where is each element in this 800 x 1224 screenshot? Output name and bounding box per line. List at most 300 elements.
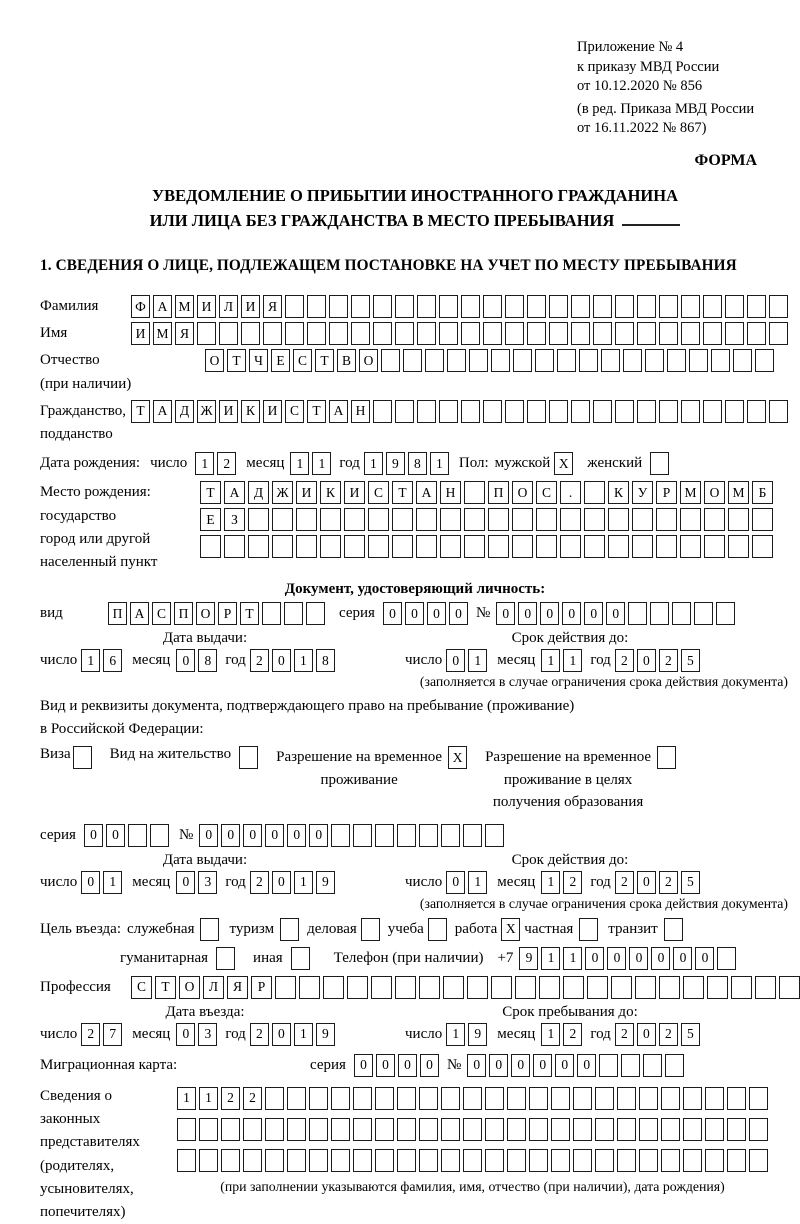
form-cell[interactable]: [549, 295, 568, 318]
form-cell[interactable]: [608, 508, 629, 531]
form-cell[interactable]: В: [337, 349, 356, 372]
form-cell[interactable]: [507, 1149, 526, 1172]
form-cell[interactable]: [280, 918, 299, 941]
form-cell[interactable]: [419, 976, 440, 999]
form-cell[interactable]: [601, 349, 620, 372]
form-cell[interactable]: [563, 976, 584, 999]
form-cell[interactable]: [224, 535, 245, 558]
form-cell[interactable]: [395, 400, 414, 423]
form-cell[interactable]: И: [241, 295, 260, 318]
form-cell[interactable]: 6: [103, 649, 122, 672]
form-cell[interactable]: [527, 322, 546, 345]
form-cell[interactable]: [747, 400, 766, 423]
form-cell[interactable]: [752, 508, 773, 531]
form-cell[interactable]: 0: [449, 602, 468, 625]
form-cell[interactable]: 5: [681, 871, 700, 894]
form-cell[interactable]: [485, 824, 504, 847]
form-cell[interactable]: [287, 1118, 306, 1141]
form-cell[interactable]: X: [554, 452, 573, 475]
form-cell[interactable]: [628, 602, 647, 625]
form-cell[interactable]: [419, 1087, 438, 1110]
form-cell[interactable]: [485, 1087, 504, 1110]
form-cell[interactable]: [661, 1087, 680, 1110]
form-cell[interactable]: [483, 295, 502, 318]
form-cell[interactable]: [381, 349, 400, 372]
form-cell[interactable]: [329, 322, 348, 345]
form-cell[interactable]: [200, 535, 221, 558]
form-cell[interactable]: [284, 602, 303, 625]
form-cell[interactable]: [595, 1149, 614, 1172]
form-cell[interactable]: 0: [496, 602, 515, 625]
form-cell[interactable]: [707, 976, 728, 999]
form-cell[interactable]: 0: [176, 1023, 195, 1046]
form-cell[interactable]: [512, 535, 533, 558]
form-cell[interactable]: 0: [272, 649, 291, 672]
form-cell[interactable]: 0: [555, 1054, 574, 1077]
form-cell[interactable]: 0: [585, 947, 604, 970]
form-cell[interactable]: [595, 1118, 614, 1141]
form-cell[interactable]: 0: [176, 871, 195, 894]
form-cell[interactable]: [485, 1118, 504, 1141]
form-cell[interactable]: [419, 1118, 438, 1141]
form-cell[interactable]: [464, 535, 485, 558]
form-cell[interactable]: 1: [541, 649, 560, 672]
form-cell[interactable]: [639, 1087, 658, 1110]
form-cell[interactable]: [248, 508, 269, 531]
form-cell[interactable]: [536, 535, 557, 558]
form-cell[interactable]: [681, 400, 700, 423]
form-cell[interactable]: 2: [250, 1023, 269, 1046]
form-cell[interactable]: [329, 295, 348, 318]
form-cell[interactable]: 0: [427, 602, 446, 625]
form-cell[interactable]: [395, 976, 416, 999]
form-cell[interactable]: О: [196, 602, 215, 625]
form-cell[interactable]: 2: [563, 1023, 582, 1046]
form-cell[interactable]: [656, 508, 677, 531]
form-cell[interactable]: [416, 535, 437, 558]
form-cell[interactable]: [351, 322, 370, 345]
form-cell[interactable]: [353, 1118, 372, 1141]
form-cell[interactable]: [375, 1118, 394, 1141]
form-cell[interactable]: 1: [446, 1023, 465, 1046]
form-cell[interactable]: О: [512, 481, 533, 504]
form-cell[interactable]: [659, 400, 678, 423]
form-cell[interactable]: 0: [629, 947, 648, 970]
form-cell[interactable]: [560, 508, 581, 531]
form-cell[interactable]: [755, 349, 774, 372]
form-cell[interactable]: [529, 1118, 548, 1141]
form-cell[interactable]: 0: [518, 602, 537, 625]
form-cell[interactable]: 2: [217, 452, 236, 475]
form-cell[interactable]: [331, 1149, 350, 1172]
form-cell[interactable]: Д: [248, 481, 269, 504]
form-cell[interactable]: [584, 508, 605, 531]
form-cell[interactable]: [307, 322, 326, 345]
form-cell[interactable]: [551, 1118, 570, 1141]
form-cell[interactable]: [579, 349, 598, 372]
form-cell[interactable]: А: [224, 481, 245, 504]
form-cell[interactable]: [221, 1118, 240, 1141]
form-cell[interactable]: 9: [386, 452, 405, 475]
form-cell[interactable]: Т: [200, 481, 221, 504]
form-cell[interactable]: [463, 1087, 482, 1110]
form-cell[interactable]: 0: [398, 1054, 417, 1077]
form-cell[interactable]: [505, 322, 524, 345]
form-cell[interactable]: [549, 322, 568, 345]
form-cell[interactable]: [731, 976, 752, 999]
form-cell[interactable]: А: [416, 481, 437, 504]
form-cell[interactable]: [248, 535, 269, 558]
form-cell[interactable]: [272, 508, 293, 531]
form-cell[interactable]: Я: [263, 295, 282, 318]
form-cell[interactable]: [291, 947, 310, 970]
form-cell[interactable]: [639, 1118, 658, 1141]
form-cell[interactable]: [344, 508, 365, 531]
form-cell[interactable]: [488, 508, 509, 531]
form-cell[interactable]: [571, 295, 590, 318]
form-cell[interactable]: 1: [468, 649, 487, 672]
form-cell[interactable]: 0: [176, 649, 195, 672]
form-cell[interactable]: [331, 824, 350, 847]
form-cell[interactable]: 0: [272, 1023, 291, 1046]
form-cell[interactable]: [373, 322, 392, 345]
form-cell[interactable]: 0: [383, 602, 402, 625]
form-cell[interactable]: И: [131, 322, 150, 345]
form-cell[interactable]: [320, 508, 341, 531]
form-cell[interactable]: [645, 349, 664, 372]
form-cell[interactable]: [571, 400, 590, 423]
form-cell[interactable]: [529, 1149, 548, 1172]
form-cell[interactable]: [705, 1087, 724, 1110]
form-cell[interactable]: [199, 1149, 218, 1172]
form-cell[interactable]: У: [632, 481, 653, 504]
form-cell[interactable]: [439, 400, 458, 423]
form-cell[interactable]: [599, 1054, 618, 1077]
form-cell[interactable]: Т: [392, 481, 413, 504]
form-cell[interactable]: 1: [290, 452, 309, 475]
form-cell[interactable]: [331, 1087, 350, 1110]
form-cell[interactable]: [199, 1118, 218, 1141]
form-cell[interactable]: [747, 295, 766, 318]
form-cell[interactable]: [463, 1118, 482, 1141]
form-cell[interactable]: [441, 1118, 460, 1141]
form-cell[interactable]: [755, 976, 776, 999]
form-cell[interactable]: 0: [562, 602, 581, 625]
form-cell[interactable]: [727, 1149, 746, 1172]
form-cell[interactable]: 0: [673, 947, 692, 970]
form-cell[interactable]: [513, 349, 532, 372]
form-cell[interactable]: 1: [294, 871, 313, 894]
form-cell[interactable]: [417, 400, 436, 423]
form-cell[interactable]: [749, 1087, 768, 1110]
form-cell[interactable]: 0: [540, 602, 559, 625]
form-cell[interactable]: [683, 1118, 702, 1141]
form-cell[interactable]: 0: [467, 1054, 486, 1077]
form-cell[interactable]: [650, 602, 669, 625]
form-cell[interactable]: Н: [440, 481, 461, 504]
form-cell[interactable]: [703, 322, 722, 345]
form-cell[interactable]: [681, 322, 700, 345]
form-cell[interactable]: [373, 295, 392, 318]
form-cell[interactable]: 0: [533, 1054, 552, 1077]
form-cell[interactable]: [373, 400, 392, 423]
form-cell[interactable]: [683, 1149, 702, 1172]
form-cell[interactable]: [469, 349, 488, 372]
form-cell[interactable]: Ч: [249, 349, 268, 372]
form-cell[interactable]: [573, 1087, 592, 1110]
form-cell[interactable]: 0: [81, 871, 100, 894]
form-cell[interactable]: 2: [563, 871, 582, 894]
form-cell[interactable]: С: [131, 976, 152, 999]
form-cell[interactable]: К: [241, 400, 260, 423]
form-cell[interactable]: [661, 1149, 680, 1172]
form-cell[interactable]: [661, 1118, 680, 1141]
form-cell[interactable]: [637, 322, 656, 345]
form-cell[interactable]: 1: [103, 871, 122, 894]
form-cell[interactable]: [416, 508, 437, 531]
form-cell[interactable]: [659, 322, 678, 345]
form-cell[interactable]: [128, 824, 147, 847]
form-cell[interactable]: 1: [468, 871, 487, 894]
form-cell[interactable]: 9: [316, 871, 335, 894]
form-cell[interactable]: 0: [265, 824, 284, 847]
form-cell[interactable]: 2: [615, 649, 634, 672]
form-cell[interactable]: 5: [681, 649, 700, 672]
form-cell[interactable]: [733, 349, 752, 372]
form-cell[interactable]: [419, 824, 438, 847]
form-cell[interactable]: [659, 976, 680, 999]
form-cell[interactable]: 2: [659, 1023, 678, 1046]
form-cell[interactable]: 0: [584, 602, 603, 625]
form-cell[interactable]: [611, 976, 632, 999]
form-cell[interactable]: [306, 602, 325, 625]
form-cell[interactable]: 0: [243, 824, 262, 847]
form-cell[interactable]: [703, 400, 722, 423]
form-cell[interactable]: [275, 976, 296, 999]
form-cell[interactable]: [664, 918, 683, 941]
form-cell[interactable]: [527, 295, 546, 318]
form-cell[interactable]: [347, 976, 368, 999]
form-cell[interactable]: [397, 1118, 416, 1141]
form-cell[interactable]: [287, 1149, 306, 1172]
form-cell[interactable]: 7: [103, 1023, 122, 1046]
form-cell[interactable]: О: [359, 349, 378, 372]
form-cell[interactable]: [417, 295, 436, 318]
form-cell[interactable]: [704, 535, 725, 558]
form-cell[interactable]: [615, 322, 634, 345]
form-cell[interactable]: [344, 535, 365, 558]
form-cell[interactable]: Т: [227, 349, 246, 372]
form-cell[interactable]: 2: [250, 871, 269, 894]
form-cell[interactable]: Т: [307, 400, 326, 423]
form-cell[interactable]: [507, 1087, 526, 1110]
form-cell[interactable]: 5: [681, 1023, 700, 1046]
form-cell[interactable]: [749, 1118, 768, 1141]
form-cell[interactable]: [461, 322, 480, 345]
form-cell[interactable]: Я: [227, 976, 248, 999]
form-cell[interactable]: 0: [376, 1054, 395, 1077]
form-cell[interactable]: [681, 295, 700, 318]
form-cell[interactable]: [536, 508, 557, 531]
form-cell[interactable]: [353, 1149, 372, 1172]
form-cell[interactable]: [512, 508, 533, 531]
form-cell[interactable]: 1: [563, 947, 582, 970]
form-cell[interactable]: 0: [287, 824, 306, 847]
form-cell[interactable]: [461, 295, 480, 318]
form-cell[interactable]: [447, 349, 466, 372]
form-cell[interactable]: [464, 508, 485, 531]
form-cell[interactable]: [309, 1118, 328, 1141]
form-cell[interactable]: А: [153, 295, 172, 318]
form-cell[interactable]: 0: [637, 649, 656, 672]
form-cell[interactable]: [177, 1149, 196, 1172]
form-cell[interactable]: [320, 535, 341, 558]
form-cell[interactable]: [392, 508, 413, 531]
form-cell[interactable]: [221, 1149, 240, 1172]
form-cell[interactable]: 0: [405, 602, 424, 625]
form-cell[interactable]: [287, 1087, 306, 1110]
form-cell[interactable]: М: [728, 481, 749, 504]
form-cell[interactable]: Ф: [131, 295, 150, 318]
form-cell[interactable]: [665, 1054, 684, 1077]
form-cell[interactable]: [392, 535, 413, 558]
form-cell[interactable]: [263, 322, 282, 345]
form-cell[interactable]: X: [501, 918, 520, 941]
form-cell[interactable]: [351, 295, 370, 318]
form-cell[interactable]: [617, 1118, 636, 1141]
form-cell[interactable]: 3: [198, 871, 217, 894]
form-cell[interactable]: [441, 824, 460, 847]
form-cell[interactable]: 1: [563, 649, 582, 672]
form-cell[interactable]: Ж: [197, 400, 216, 423]
form-cell[interactable]: 9: [519, 947, 538, 970]
form-cell[interactable]: [307, 295, 326, 318]
form-cell[interactable]: [615, 295, 634, 318]
form-cell[interactable]: 2: [615, 871, 634, 894]
form-cell[interactable]: 0: [607, 947, 626, 970]
form-cell[interactable]: М: [175, 295, 194, 318]
form-cell[interactable]: [361, 918, 380, 941]
form-cell[interactable]: [560, 535, 581, 558]
form-cell[interactable]: [439, 295, 458, 318]
form-cell[interactable]: [296, 508, 317, 531]
form-cell[interactable]: [73, 746, 92, 769]
form-cell[interactable]: 0: [354, 1054, 373, 1077]
form-cell[interactable]: П: [174, 602, 193, 625]
form-cell[interactable]: [197, 322, 216, 345]
form-cell[interactable]: 0: [272, 871, 291, 894]
form-cell[interactable]: [262, 602, 281, 625]
form-cell[interactable]: С: [152, 602, 171, 625]
form-cell[interactable]: 1: [177, 1087, 196, 1110]
form-cell[interactable]: 0: [637, 871, 656, 894]
form-cell[interactable]: А: [153, 400, 172, 423]
form-cell[interactable]: [747, 322, 766, 345]
form-cell[interactable]: 0: [446, 649, 465, 672]
form-cell[interactable]: [728, 535, 749, 558]
form-cell[interactable]: И: [263, 400, 282, 423]
form-cell[interactable]: Р: [218, 602, 237, 625]
form-cell[interactable]: 0: [606, 602, 625, 625]
form-cell[interactable]: [395, 322, 414, 345]
form-cell[interactable]: [507, 1118, 526, 1141]
form-cell[interactable]: 2: [659, 871, 678, 894]
form-cell[interactable]: 0: [577, 1054, 596, 1077]
form-cell[interactable]: 0: [695, 947, 714, 970]
form-cell[interactable]: [557, 349, 576, 372]
form-cell[interactable]: Ж: [272, 481, 293, 504]
form-cell[interactable]: 0: [511, 1054, 530, 1077]
form-cell[interactable]: [549, 400, 568, 423]
form-cell[interactable]: [485, 1149, 504, 1172]
form-cell[interactable]: [573, 1149, 592, 1172]
form-cell[interactable]: 0: [106, 824, 125, 847]
form-cell[interactable]: И: [296, 481, 317, 504]
form-cell[interactable]: Р: [251, 976, 272, 999]
form-cell[interactable]: К: [608, 481, 629, 504]
form-cell[interactable]: 2: [250, 649, 269, 672]
form-cell[interactable]: [657, 746, 676, 769]
form-cell[interactable]: [694, 602, 713, 625]
form-cell[interactable]: 1: [294, 1023, 313, 1046]
form-cell[interactable]: [689, 349, 708, 372]
form-cell[interactable]: [587, 976, 608, 999]
form-cell[interactable]: 2: [659, 649, 678, 672]
form-cell[interactable]: [491, 349, 510, 372]
form-cell[interactable]: 0: [446, 871, 465, 894]
form-cell[interactable]: [621, 1054, 640, 1077]
form-cell[interactable]: П: [488, 481, 509, 504]
form-cell[interactable]: О: [704, 481, 725, 504]
form-cell[interactable]: [239, 746, 258, 769]
form-cell[interactable]: З: [224, 508, 245, 531]
form-cell[interactable]: И: [219, 400, 238, 423]
form-cell[interactable]: О: [205, 349, 224, 372]
form-cell[interactable]: [705, 1149, 724, 1172]
form-cell[interactable]: К: [320, 481, 341, 504]
form-cell[interactable]: [656, 535, 677, 558]
form-cell[interactable]: [375, 1149, 394, 1172]
form-cell[interactable]: 8: [316, 649, 335, 672]
form-cell[interactable]: [632, 508, 653, 531]
form-cell[interactable]: [571, 322, 590, 345]
form-cell[interactable]: [461, 400, 480, 423]
form-cell[interactable]: 3: [198, 1023, 217, 1046]
form-cell[interactable]: [296, 535, 317, 558]
form-cell[interactable]: [177, 1118, 196, 1141]
form-cell[interactable]: [265, 1118, 284, 1141]
form-cell[interactable]: [216, 947, 235, 970]
form-cell[interactable]: 0: [221, 824, 240, 847]
form-cell[interactable]: [265, 1087, 284, 1110]
form-cell[interactable]: О: [179, 976, 200, 999]
form-cell[interactable]: [659, 295, 678, 318]
form-cell[interactable]: [467, 976, 488, 999]
form-cell[interactable]: 1: [199, 1087, 218, 1110]
form-cell[interactable]: [779, 976, 800, 999]
form-cell[interactable]: [309, 1149, 328, 1172]
form-cell[interactable]: [397, 824, 416, 847]
form-cell[interactable]: [623, 349, 642, 372]
form-cell[interactable]: Л: [203, 976, 224, 999]
form-cell[interactable]: [635, 976, 656, 999]
form-cell[interactable]: [403, 349, 422, 372]
form-cell[interactable]: М: [153, 322, 172, 345]
form-cell[interactable]: [440, 508, 461, 531]
form-cell[interactable]: Б: [752, 481, 773, 504]
form-cell[interactable]: А: [329, 400, 348, 423]
form-cell[interactable]: [573, 1118, 592, 1141]
